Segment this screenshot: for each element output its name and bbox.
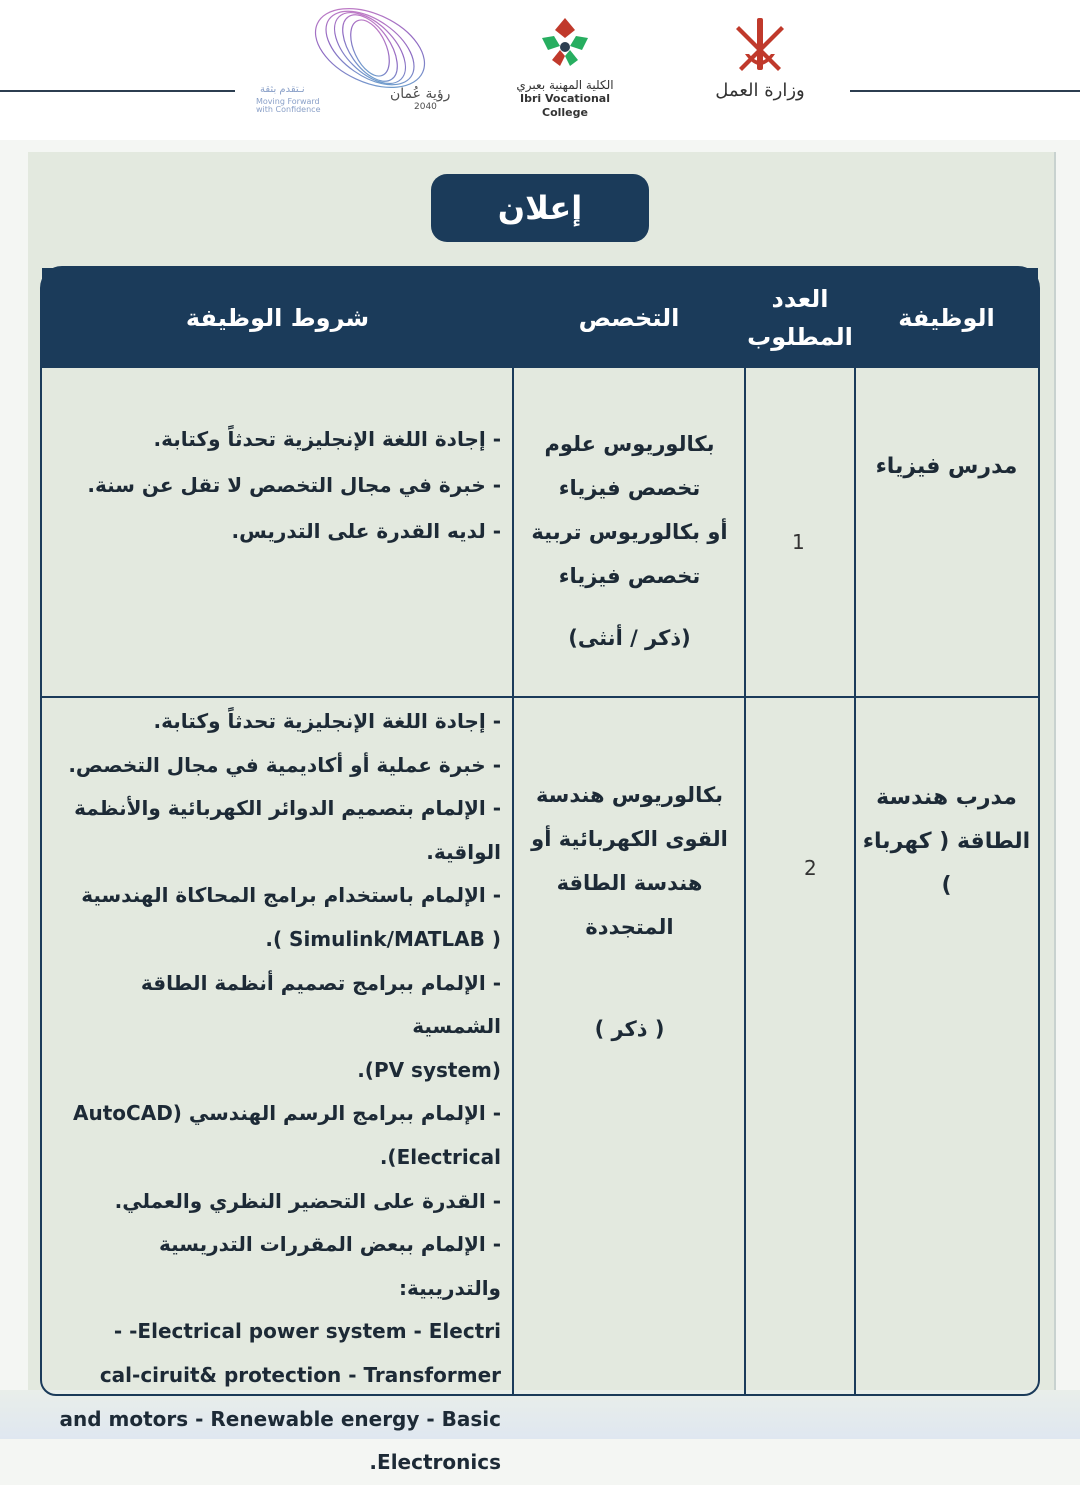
row-divider <box>42 696 1038 698</box>
condition-item: (PV system). <box>357 1057 501 1082</box>
header-count-line1: العدد <box>771 285 829 313</box>
condition-item: - لديه القدرة على التدريس. <box>231 519 501 543</box>
header-job: الوظيفة <box>898 304 995 332</box>
condition-item: Electrical). <box>379 1144 501 1169</box>
page-title: إعلان <box>431 174 649 242</box>
condition-item: - الإلمام ببرامج الرسم الهندسي (AutoCAD <box>73 1101 501 1126</box>
oman-emblem-icon <box>725 10 795 80</box>
specialization-line: تخصص فيزياء <box>558 476 701 500</box>
condition-item: - القدرة على التحضير النظري والعملي. <box>114 1188 501 1213</box>
job-title: مدرس فيزياء <box>875 454 1018 479</box>
specialization-line: أو بكالوريوس تربية <box>531 520 728 544</box>
header-count-line2: المطلوب <box>747 323 853 351</box>
tagline-en-1: Moving Forward <box>256 97 320 106</box>
vision-year: 2040 <box>414 102 437 112</box>
required-count: 2 <box>804 856 817 880</box>
column-divider <box>512 368 514 1394</box>
college-name-en: Ibri Vocational College <box>519 92 610 119</box>
condition-item: الواقية. <box>426 839 501 864</box>
header-divider-right <box>850 90 1080 92</box>
table-header <box>42 268 1038 368</box>
job-conditions <box>56 416 501 554</box>
condition-item: - إجادة اللغة الإنجليزية تحدثاً وكتابة. <box>153 427 501 451</box>
job-title <box>855 776 1038 908</box>
required-count: 1 <box>792 530 805 554</box>
header-conditions: شروط الوظيفة <box>185 304 370 332</box>
gender-note: ( ذكر ) <box>594 1017 665 1041</box>
college-name-ar: الكلية المهنية بعبري <box>516 78 614 92</box>
specialization-line: تخصص فيزياء <box>558 564 701 588</box>
job-conditions <box>56 700 501 1485</box>
ministry-name-ar: وزارة العمل <box>715 80 805 101</box>
specialization-line: هندسة الطاقة <box>556 871 703 895</box>
condition-item: - إجادة اللغة الإنجليزية تحدثاً وكتابة. <box>153 709 501 733</box>
specialization <box>522 422 737 660</box>
specialization-line: المتجددة <box>585 915 674 939</box>
condition-item: - خبرة في مجال التخصص لا تقل عن سنة. <box>87 473 501 497</box>
college-emblem-icon <box>530 8 600 78</box>
condition-item: - الإلمام باستخدام برامج المحاكاة الهندسية <box>81 883 501 908</box>
specialization <box>522 773 737 1051</box>
specialization-line: بكالوريوس علوم <box>544 432 715 456</box>
job-title-line: مدرب هندسة <box>876 785 1017 810</box>
condition-item: - الإلمام ببرامج تصميم أنظمة الطاقة الشمسية <box>140 970 501 1039</box>
ibri-vocational-college-logo <box>500 8 630 118</box>
header-specialization: التخصص <box>578 304 680 332</box>
specialization-line: القوى الكهربائية أو <box>531 827 728 851</box>
condition-item: - الإلمام ببعض المقررات التدريسية والتدريبية: <box>158 1232 501 1300</box>
jobs-table <box>40 266 1040 1475</box>
job-title-line: الطاقة ( كهرباء ) <box>862 829 1031 898</box>
gender-note: (ذكر / أنثى) <box>568 626 691 650</box>
condition-item: Electronics. <box>369 1450 501 1475</box>
condition-item: - الإلمام بتصميم الدوائر الكهربائية والأنظمة <box>74 796 501 821</box>
condition-item: ( Simulink/MATLAB ). <box>265 926 501 951</box>
vision-text: رؤية عُمان <box>390 86 451 102</box>
condition-item: Electrical power system - Electri- - <box>113 1319 501 1344</box>
header-divider-left <box>0 90 235 92</box>
tagline-ar: نـتقدم بثقة <box>260 84 305 95</box>
tagline-en-2: with Confidence <box>256 105 321 114</box>
specialization-line: بكالوريوس هندسة <box>535 783 724 807</box>
column-divider <box>744 368 746 1394</box>
condition-item: - خبرة عملية أو أكاديمية في مجال التخصص. <box>68 752 501 777</box>
condition-item: and motors - Renewable energy - Basic <box>59 1406 501 1431</box>
header-count <box>745 268 855 368</box>
condition-item: cal-ciruit& protection - Transformer <box>99 1362 501 1387</box>
oman-vision-2040-logo <box>250 0 480 120</box>
ministry-of-labour-logo <box>700 10 820 120</box>
